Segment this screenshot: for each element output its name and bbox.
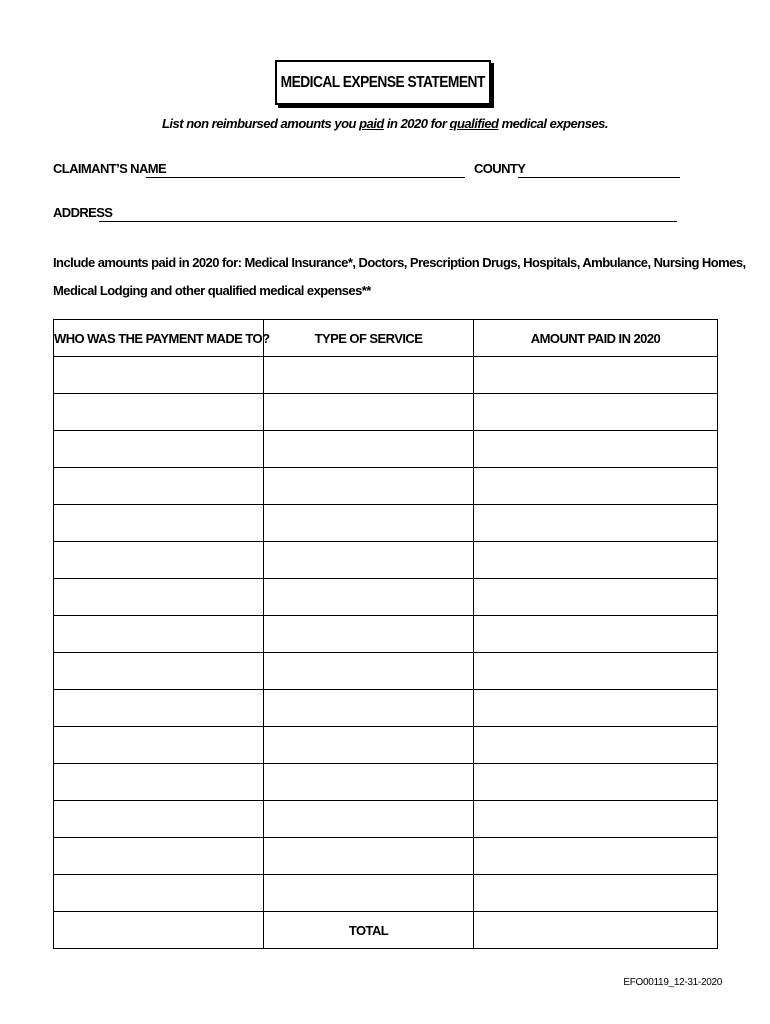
table-row — [54, 764, 718, 801]
table-row — [54, 431, 718, 468]
amount-cell[interactable] — [474, 838, 718, 875]
payee-cell[interactable] — [54, 394, 264, 431]
intro-line-2: Medical Lodging and other qualified medical expenses** — [53, 283, 371, 298]
header-amount: AMOUNT PAID IN 2020 — [474, 320, 718, 357]
service-cell[interactable] — [264, 653, 474, 690]
payee-cell[interactable] — [54, 616, 264, 653]
service-cell[interactable] — [264, 431, 474, 468]
amount-cell[interactable] — [474, 875, 718, 912]
payee-cell[interactable] — [54, 801, 264, 838]
table-row — [54, 653, 718, 690]
address-label: ADDRESS — [53, 205, 113, 220]
address-field[interactable] — [99, 221, 677, 222]
county-label: COUNTY — [474, 161, 526, 176]
service-cell[interactable] — [264, 542, 474, 579]
claimant-name-label: CLAIMANT’S NAME — [53, 161, 167, 176]
intro-text — [53, 249, 746, 305]
table-row — [54, 542, 718, 579]
amount-cell[interactable] — [474, 690, 718, 727]
form-code: EFO00119_12-31-2020 — [623, 977, 722, 988]
service-cell[interactable] — [264, 764, 474, 801]
service-cell[interactable] — [264, 357, 474, 394]
payee-cell[interactable] — [54, 838, 264, 875]
payee-cell[interactable] — [54, 505, 264, 542]
total-label: TOTAL — [264, 912, 474, 949]
header-service-type: TYPE OF SERVICE — [264, 320, 474, 357]
table-row — [54, 801, 718, 838]
header-payee: WHO WAS THE PAYMENT MADE TO? — [54, 320, 264, 357]
payee-cell[interactable] — [54, 357, 264, 394]
service-cell[interactable] — [264, 801, 474, 838]
amount-cell[interactable] — [474, 468, 718, 505]
amount-cell[interactable] — [474, 616, 718, 653]
table-row — [54, 394, 718, 431]
table-row — [54, 727, 718, 764]
total-amount-cell[interactable] — [474, 912, 718, 949]
amount-cell[interactable] — [474, 542, 718, 579]
amount-cell[interactable] — [474, 653, 718, 690]
amount-cell[interactable] — [474, 801, 718, 838]
service-cell[interactable] — [264, 394, 474, 431]
amount-cell[interactable] — [474, 727, 718, 764]
form-title: MEDICAL EXPENSE STATEMENT — [280, 73, 486, 91]
total-blank-cell — [54, 912, 264, 949]
amount-cell[interactable] — [474, 357, 718, 394]
amount-cell[interactable] — [474, 505, 718, 542]
expense-table — [53, 319, 718, 949]
payee-cell[interactable] — [54, 431, 264, 468]
subtitle-text-2: in 2020 for — [383, 116, 450, 131]
amount-cell[interactable] — [474, 394, 718, 431]
table-row — [54, 468, 718, 505]
payee-cell[interactable] — [54, 653, 264, 690]
amount-cell[interactable] — [474, 431, 718, 468]
form-title-box — [275, 60, 491, 105]
table-row — [54, 505, 718, 542]
service-cell[interactable] — [264, 727, 474, 764]
service-cell[interactable] — [264, 875, 474, 912]
county-field[interactable] — [518, 177, 680, 178]
amount-cell[interactable] — [474, 579, 718, 616]
intro-line-1: Include amounts paid in 2020 for: Medical Insurance*, Doctors, Prescription Drugs, Hospitals, Ambulance, Nursing Homes, — [53, 255, 746, 270]
subtitle-text-1: List non reimbursed amounts you — [161, 116, 360, 131]
payee-cell[interactable] — [54, 690, 264, 727]
subtitle-paid: paid — [359, 116, 384, 131]
payee-cell[interactable] — [54, 468, 264, 505]
payee-cell[interactable] — [54, 727, 264, 764]
total-row — [54, 912, 718, 949]
payee-cell[interactable] — [54, 579, 264, 616]
table-row — [54, 357, 718, 394]
table-row — [54, 875, 718, 912]
table-row — [54, 838, 718, 875]
table-header-row — [54, 320, 718, 357]
payee-cell[interactable] — [54, 764, 264, 801]
payee-cell[interactable] — [54, 875, 264, 912]
service-cell[interactable] — [264, 505, 474, 542]
amount-cell[interactable] — [474, 764, 718, 801]
service-cell[interactable] — [264, 690, 474, 727]
form-subtitle — [0, 116, 770, 131]
service-cell[interactable] — [264, 468, 474, 505]
table-row — [54, 616, 718, 653]
subtitle-text-3: medical expenses. — [498, 116, 609, 131]
claimant-name-field[interactable] — [146, 177, 465, 178]
service-cell[interactable] — [264, 838, 474, 875]
table-row — [54, 690, 718, 727]
payee-cell[interactable] — [54, 542, 264, 579]
service-cell[interactable] — [264, 616, 474, 653]
service-cell[interactable] — [264, 579, 474, 616]
table-row — [54, 579, 718, 616]
subtitle-qualified: qualified — [449, 116, 499, 131]
